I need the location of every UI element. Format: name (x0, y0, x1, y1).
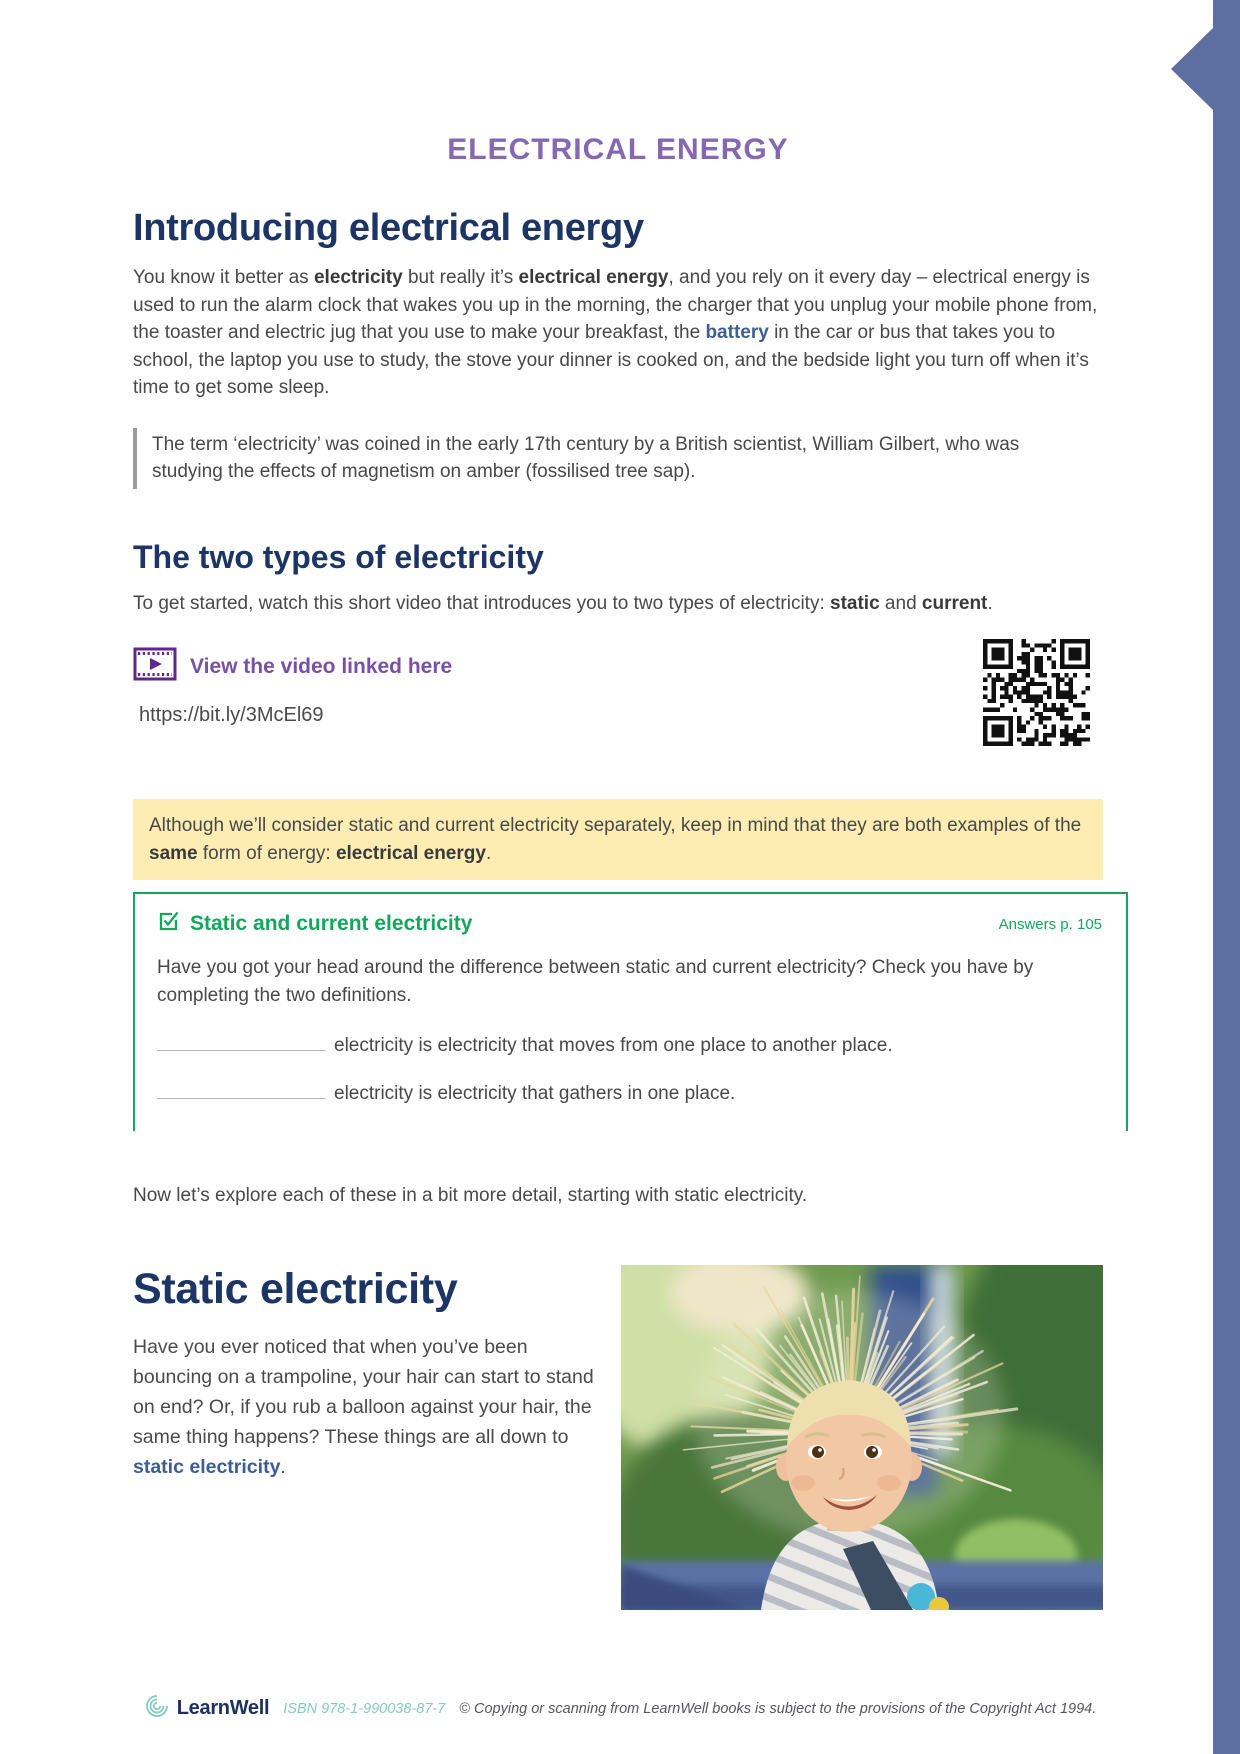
qr-code (983, 639, 1090, 746)
film-video-icon (133, 647, 177, 686)
chapter-tab-arrow-icon (1171, 28, 1213, 110)
definition-row-1 (157, 1033, 1102, 1057)
copyright-text: © Copying or scanning from LearnWell books is subject to the provisions of the Copyright Act 1994. (459, 1700, 1097, 1717)
two-types-paragraph: To get started, watch this short video that introduces you to two types of electricity: static and current. (133, 592, 993, 614)
static-paragraph: Have you ever noticed that when you’ve been bouncing on a trampoline, your hair can start to stand on end? Or, if you rub a balloon against your hair, the same thing happens? These things are all down to static electricity. (133, 1336, 594, 1479)
checkbox-check-icon (157, 910, 180, 938)
static-hair-photo (621, 1265, 1103, 1610)
definition-text-1: electricity is electricity that moves from one place to another place. (334, 1035, 893, 1057)
video-link-label[interactable]: View the video linked here (190, 654, 453, 678)
page-title: ELECTRICAL ENERGY (447, 133, 789, 166)
definition-row-2 (157, 1081, 1102, 1105)
video-link-row[interactable] (133, 647, 1103, 686)
static-text-column (133, 1265, 597, 1610)
static-electricity-section (133, 1265, 1103, 1610)
section-heading-static: Static electricity (133, 1265, 458, 1314)
page-footer (0, 1693, 1240, 1724)
learnwell-logo (144, 1693, 270, 1724)
section-heading-introducing: Introducing electrical energy (133, 207, 644, 249)
page-content (133, 0, 1103, 1610)
activity-header (157, 910, 1102, 938)
video-url[interactable]: https://bit.ly/3McEl69 (139, 704, 324, 726)
activity-instructions: Have you got your head around the difference between static and current electricity? Check you have by completing the two definitions. (157, 957, 1034, 1006)
intro-paragraph: You know it better as electricity but really it’s electrical energy, and you rely on it every day – electrical energy is used to run the alarm clock that wakes you up in the morning, the charger that you unplug your mobile phone from, the toaster and electric jug that you use to make your breakfast, the battery in the car or bus that takes you to school, the laptop you use to study, the stove your dinner is cooked on, and the bedside light you turn off when it’s time to get some sleep. (133, 267, 1098, 398)
answer-blank-2[interactable] (157, 1081, 325, 1099)
fact-note: The term ‘electricity’ was coined in the early 17th century by a British scientist, William Gilbert, who was studying the effects of magnetism on amber (fossilised tree sap). (133, 428, 1063, 489)
brand-name: LearnWell (176, 1697, 270, 1719)
activity-title: Static and current electricity (190, 912, 473, 935)
isbn-text: ISBN 978-1-990038-87-7 (283, 1700, 446, 1717)
answer-blank-1[interactable] (157, 1033, 325, 1051)
definition-text-2: electricity is electricity that gathers in one place. (334, 1083, 736, 1105)
chapter-tab-bar (1213, 0, 1240, 1754)
key-point-callout: Although we’ll consider static and current electricity separately, keep in mind that they are both examples of the same form of energy: electrical energy. (133, 799, 1103, 880)
spiral-logo-icon (144, 1693, 170, 1724)
section-heading-two-types: The two types of electricity (133, 538, 544, 575)
video-link-block (133, 647, 1103, 769)
answers-page-ref: Answers p. 105 (998, 915, 1102, 933)
transition-paragraph: Now let’s explore each of these in a bit more detail, starting with static electricity. (133, 1185, 808, 1207)
activity-box (133, 892, 1128, 1131)
